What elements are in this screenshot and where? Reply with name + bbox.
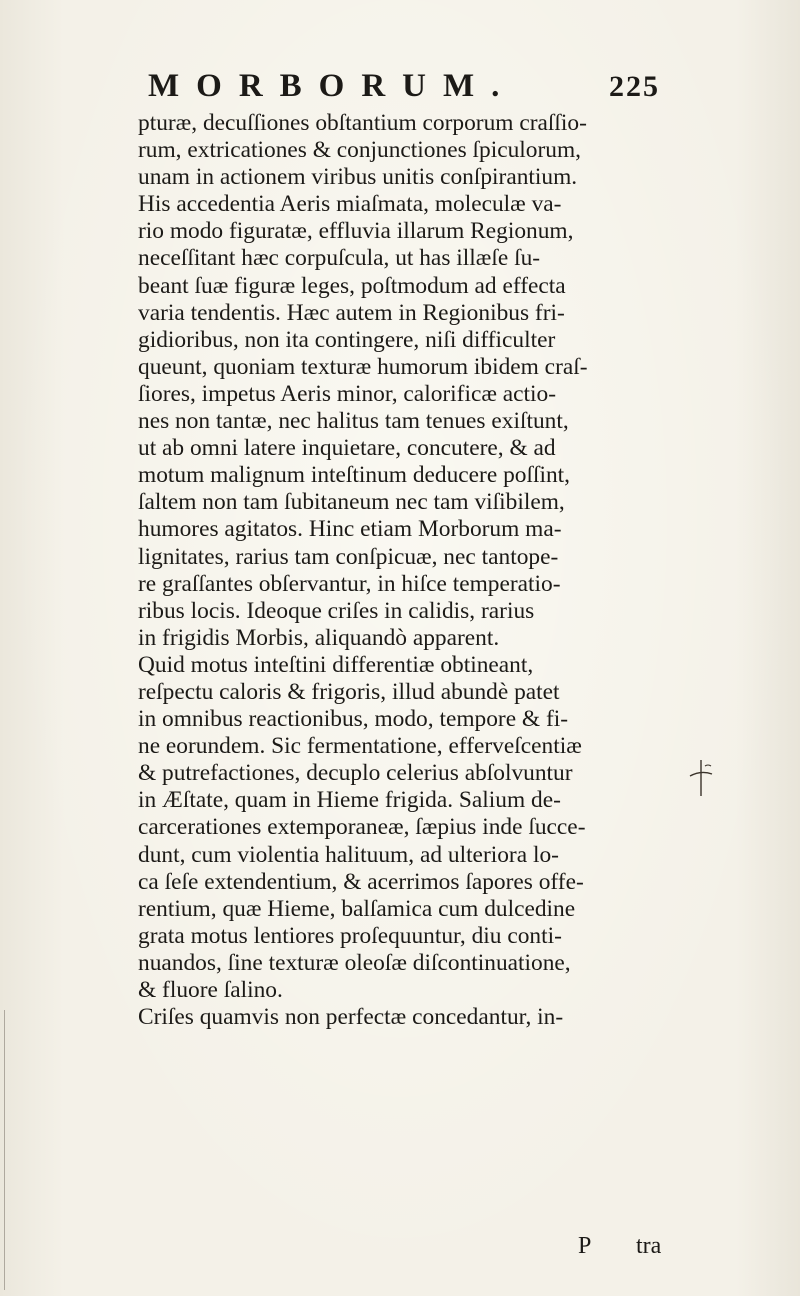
page-footer [138,1233,676,1263]
page-number: 225 [609,70,660,103]
catchword: tra [636,1233,662,1259]
page-edge-line [4,1010,5,1290]
margin-cross-mark-icon [688,758,714,798]
running-title: MORBORUM. [148,68,517,104]
page-header [140,68,660,108]
body-text: pturæ, decuſſiones obſtantium corporum craſſio- rum, extricationes & conjunctiones ſpiculorum, unam in actionem viribus unitis conſpirantium. His accedentia Aeris miaſmata, moleculæ va- rio modo figuratæ, effluvia illarum Regionum, neceſſitant hæc corpuſcula, ut has illæſe ſu- beant ſuæ figuræ leges, poſtmodum ad effecta varia tendentis. Hæc autem in Regionibus fri- gidioribus, non ita contingere, niſi difficulter queunt, quoniam texturæ humorum ibidem craſ- ſiores, impetus Aeris minor, calorificæ actio- nes non tantæ, nec halitus tam tenues exiſtunt, ut ab omni latere inquietare, concutere, & ad motum malignum inteſtinum deducere poſſint, ſaltem non tam ſubitaneum nec tam viſibilem, humores agitatos. Hinc etiam Morborum ma- lignitates, rarius tam conſpicuæ, nec tantope- re graſſantes obſervantur, in hiſce temperatio- ribus locis. Ideoque criſes in calidis, rarius in frigidis Morbis, aliquandò apparent. Quid motus inteſtini differentiæ obtineant, reſpectu caloris & frigoris, illud abundè patet in omnibus reactionibus, modo, tempore & fi- ne eorundem. Sic fermentatione, efferveſcentiæ & putrefactiones, decuplo celerius abſolvuntur in Æſtate, quam in Hieme frigida. Salium de- carcerationes extemporaneæ, ſæpius inde ſucce- dunt, cum violentia halituum, ad ulteriora lo- ca ſeſe extendentium, & acerrimos ſapores offe- rentium, quæ Hieme, balſamica cum dulcedine grata motus lentiores proſequuntur, diu conti- nuandos, ſine texturæ oleoſæ diſcontinuatione, & fluore ſalino. Criſes quamvis non perfectæ concedantur, in- [138,110,588,1031]
signature-mark: P [578,1233,592,1259]
